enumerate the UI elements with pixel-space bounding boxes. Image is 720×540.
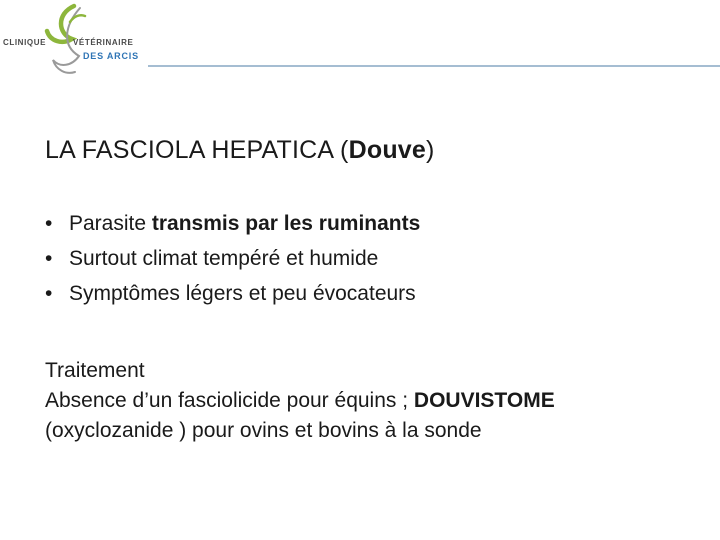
- list-item: [45, 276, 420, 311]
- bullet-text: [69, 206, 420, 241]
- treatment-line-1-normal: Absence d’un fasciolicide pour équins ;: [45, 389, 414, 412]
- bullet-icon: •: [45, 282, 53, 305]
- treatment-heading: Traitement: [45, 359, 145, 382]
- bullet-text: [69, 241, 378, 276]
- title-suffix: ): [426, 136, 435, 164]
- bullet-text-normal: Surtout climat tempéré et humide: [69, 247, 379, 270]
- bullet-icon: •: [45, 247, 53, 270]
- header-divider-line: [148, 65, 720, 67]
- bullet-icon: •: [45, 212, 53, 235]
- list-item: [45, 241, 420, 276]
- treatment-section: [45, 356, 555, 446]
- bullet-text-normal: Parasite: [69, 212, 152, 235]
- title-prefix: LA FASCIOLA HEPATICA (: [45, 136, 349, 164]
- page-title: [45, 136, 435, 165]
- clinic-logo: [0, 0, 170, 80]
- logo-text-veterinaire: VÉTÉRINAIRE: [73, 38, 134, 47]
- treatment-line-2: (oxyclozanide ) pour ovins et bovins à la sonde: [45, 419, 482, 442]
- title-bold: Douve: [348, 136, 426, 164]
- header: [0, 0, 720, 80]
- list-item: [45, 206, 420, 241]
- treatment-line-1-bold: DOUVISTOME: [413, 389, 555, 412]
- bullet-text: [69, 276, 416, 311]
- bullet-text-bold: transmis par les ruminants: [151, 212, 421, 235]
- bullet-text-normal: Symptômes légers et peu évocateurs: [69, 282, 416, 305]
- logo-text-des-arcis: DES ARCIS: [83, 51, 139, 61]
- bullet-list: [45, 206, 420, 311]
- treatment-line-1: [45, 386, 555, 416]
- logo-text-clinique: CLINIQUE: [3, 38, 47, 47]
